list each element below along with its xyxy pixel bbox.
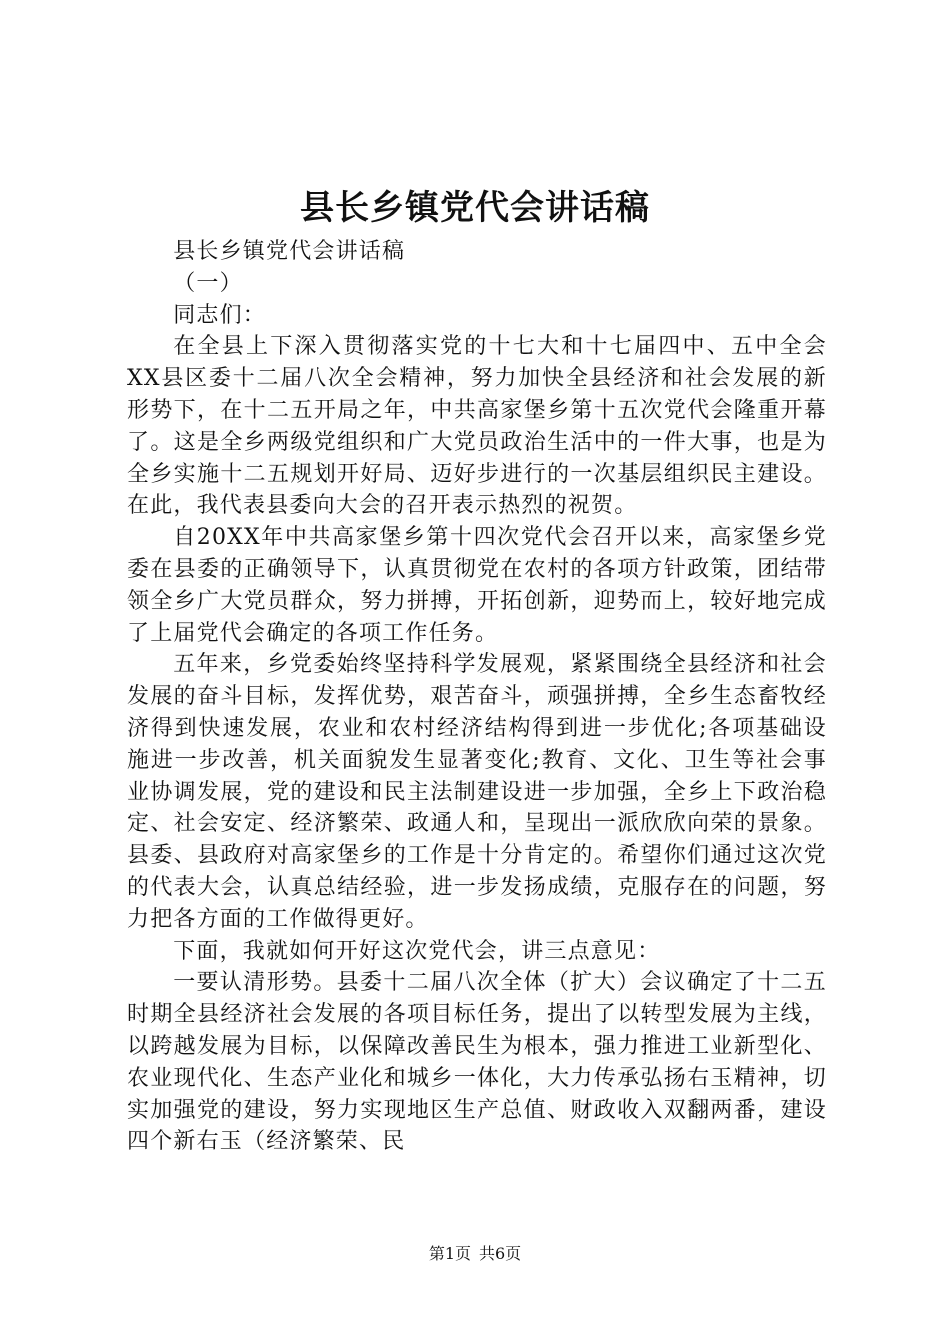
body-paragraph: 五年来，乡党委始终坚持科学发展观，紧紧围绕全县经济和社会发展的奋斗目标，发挥优势，艰苦奋斗，顽强拼搏，全乡生态畜牧经济得到快速发展，农业和农村经济结构得到进一步优化;各项基础设施进一步改善，机关面貌发生显著变化;教育、文化、卫生等社会事业协调发展，党的建设和民主法制建设进一步加强，全乡上下政治稳定、社会安定、经济繁荣、政通人和，呈现出一派欣欣向荣的景象。县委、县政府对高家堡乡的工作是十分肯定的。希望你们通过这次党的代表大会，认真总结经验，进一步发扬成绩，克服存在的问题，努力把各方面的工作做得更好。 bbox=[127, 652, 827, 932]
page-number: 第1页 bbox=[428, 1244, 471, 1263]
document-body bbox=[127, 236, 827, 1158]
body-paragraph: 在全县上下深入贯彻落实党的十七大和十七届四中、五中全会XX县区委十二届八次全会精神，努力加快全县经济和社会发展的新形势下，在十二五开局之年，中共高家堡乡第十五次党代会隆重开幕了。这是全乡两级党组织和广大党员政治生活中的一件大事，也是为全乡实施十二五规划开好局、迈好步进行的一次基层组织民主建设。在此，我代表县委向大会的召开表示热烈的祝贺。 bbox=[127, 334, 827, 519]
page-footer bbox=[0, 1242, 950, 1266]
salutation-paragraph: 同志们： bbox=[173, 302, 266, 328]
body-paragraph: 自20XX年中共高家堡乡第十四次党代会召开以来，高家堡乡党委在县委的正确领导下，认真贯彻党在农村的各项方针政策，团结带领全乡广大党员群众，努力拼搏，开拓创新，迎势而上，较好地完成了上届党代会确定的各项工作任务。 bbox=[127, 525, 827, 646]
section-number-paragraph: （一） bbox=[173, 270, 243, 296]
page-total: 共6页 bbox=[479, 1244, 522, 1263]
document-title: 县长乡镇党代会讲话稿 bbox=[300, 188, 650, 228]
body-paragraph: 一要认清形势。县委十二届八次全体（扩大）会议确定了十二五时期全县经济社会发展的各项目标任务，提出了以转型发展为主线，以跨越发展为目标，以保障改善民生为根本，强力推进工业新型化、农业现代化、生态产业化和城乡一体化，大力传承弘扬右玉精神，切实加强党的建设，努力实现地区生产总值、财政收入双翻两番，建设四个新右玉（经济繁荣、民 bbox=[127, 970, 827, 1155]
subtitle-paragraph: 县长乡镇党代会讲话稿 bbox=[173, 239, 406, 264]
body-paragraph: 下面，我就如何开好这次党代会，讲三点意见： bbox=[173, 938, 661, 964]
